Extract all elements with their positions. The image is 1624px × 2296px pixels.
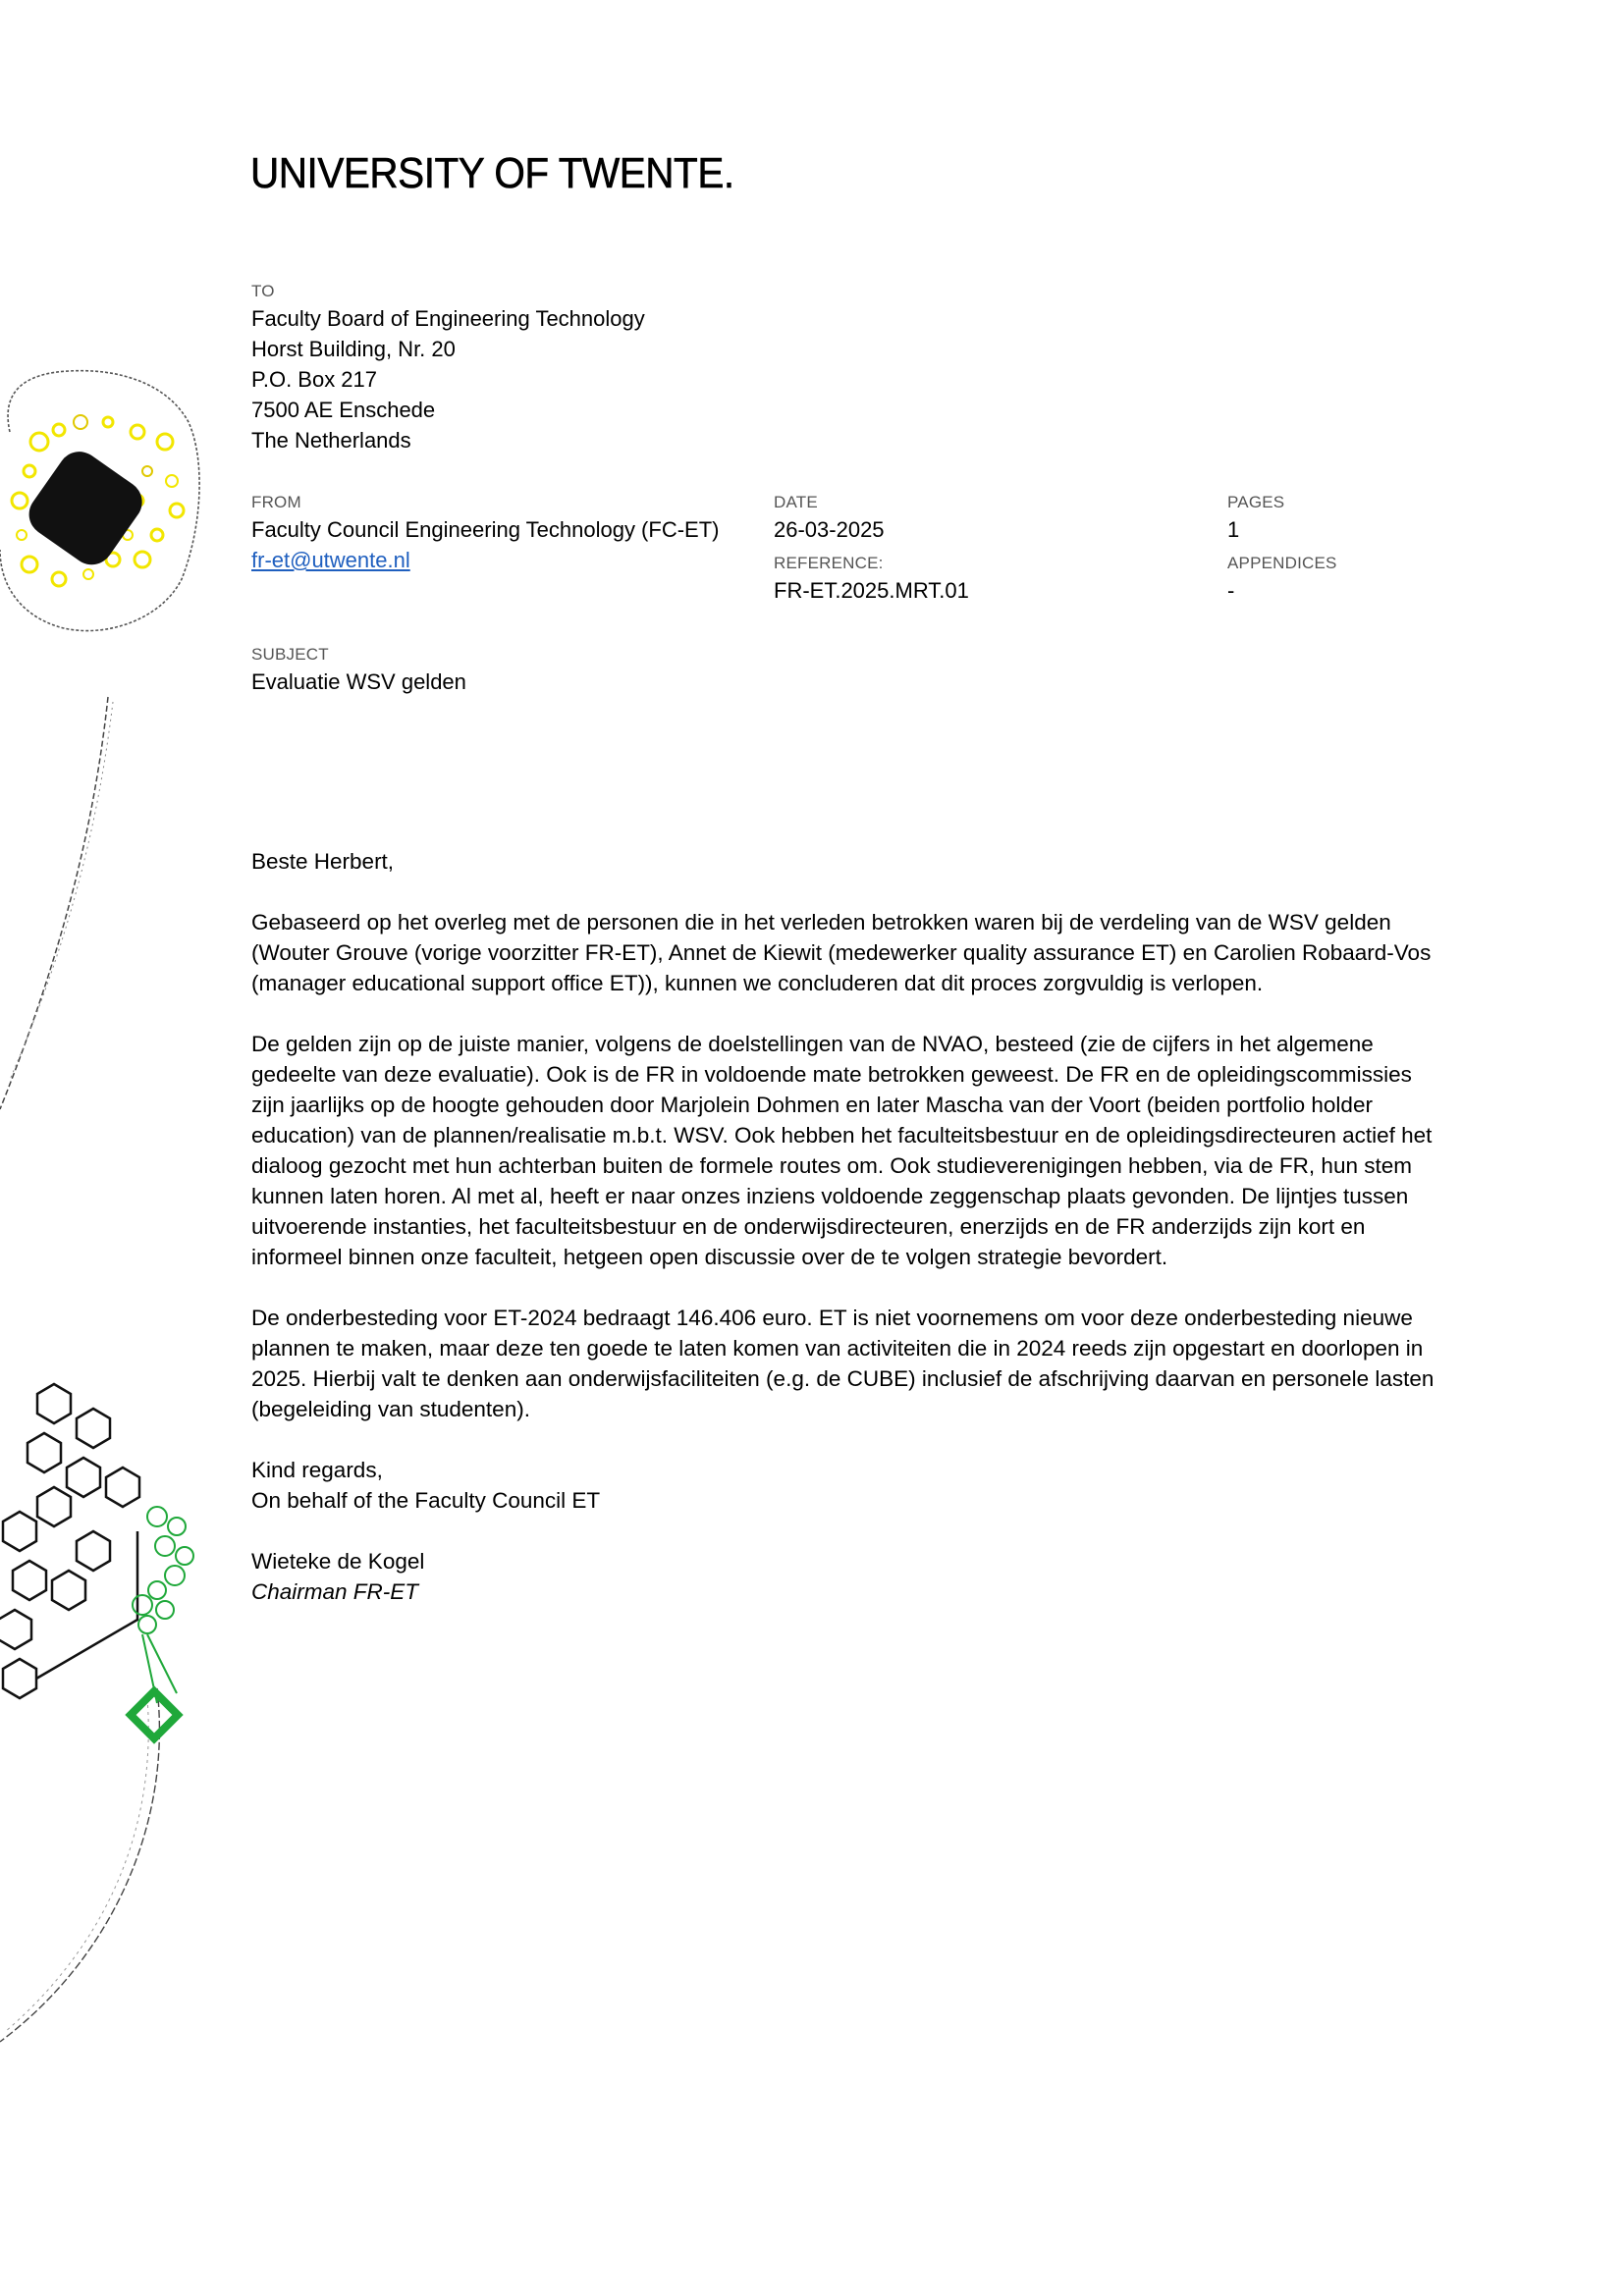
margin-decoration [0,0,236,2296]
appendices-value: - [1227,578,1235,603]
signatory-name: Wieteke de Kogel [251,1549,425,1574]
reference-value: FR-ET.2025.MRT.01 [774,578,969,603]
letter-body [251,846,1439,1607]
on-behalf-line: On behalf of the Faculty Council ET [251,1488,601,1513]
paragraph: De onderbesteding voor ET-2024 bedraagt 146.406 euro. ET is niet voornemens om voor deze onderbesteding nieuwe plannen te maken, maar deze ten goede te laten komen van activiteiten die in 2024 reeds zijn opgestart en doorlopen in 2025. Hierbij valt te denken aan onderwijsfaciliteiten (e.g. de CUBE) inclusief de afschrijving daarvan en personele lasten (begeleiding van studenten). [251,1306,1435,1421]
subject-value: Evaluatie WSV gelden [251,669,466,694]
salutation: Beste Herbert, [251,849,395,874]
yellow-blob-graphic [0,371,199,631]
paragraph: De gelden zijn op de juiste manier, volgens de doelstellingen van de NVAO, besteed (zie de cijfers in het algemene gedeelte van deze evaluatie). Ook is de FR in voldoende mate betrokken geweest. De FR en de opleidingscommissies zijn jaarlijks op de hoogte gehouden door Marjolein Dohmen en later Mascha van der Voort (beiden portfolio holder education) van de plannen/realisatie m.b.t. WSV. Ook hebben het faculteitsbestuur en de opleidingsdirecteuren actief het dialoog gezocht met hun achterban buiten de formele routes om. Ook studieverenigingen hebben, via de FR, hun stem kunnen laten horen. Al met al, heeft er naar onzes inziens voldoende zeggenschap plaats gevonden. De lijntjes tussen uitvoerende instanties, het faculteitsbestuur en de onderwijsdirecteuren, enerzijds en de FR anderzijds zijn kort en informeel binnen onze faculteit, hetgeen open discussie over de te volgen strategie bevordert. [251,1032,1433,1269]
address-line: Faculty Board of Engineering Technology [251,306,645,331]
appendices-label: APPENDICES [1227,554,1337,572]
hexagon-cluster-graphic [0,1384,139,1698]
address-line: P.O. Box 217 [251,367,378,392]
from-email-link[interactable]: fr-et@utwente.nl [251,548,410,572]
subject-label: SUBJECT [251,645,329,664]
reference-label: REFERENCE: [774,554,884,572]
green-chain-graphic [131,1507,193,1738]
university-logo: UNIVERSITY OF TWENTE. [250,149,734,197]
address-line: Horst Building, Nr. 20 [251,337,456,361]
curve-line [0,697,108,1109]
address-line: The Netherlands [251,428,411,453]
address-line: 7500 AE Enschede [251,398,436,422]
signatory-role: Chairman FR-ET [251,1579,419,1604]
paragraph: Gebaseerd op het overleg met de personen die in het verleden betrokken waren bij de verdeling van de WSV gelden (Wouter Grouve (vorige voorzitter FR-ET), Annet de Kiewit (medewerker quality assurance ET) en Carolien Robaard-Vos (manager educational support office ET)), kunnen we concluderen dat dit proces zorgvuldig is verlopen. [251,910,1432,995]
date-label: DATE [774,493,818,511]
date-value: 26-03-2025 [774,517,885,542]
from-label: FROM [251,493,301,511]
pages-label: PAGES [1227,493,1285,511]
to-label: TO [251,282,275,300]
closing: Kind regards, [251,1458,383,1482]
lower-curve-line [0,1688,159,2042]
pages-value: 1 [1227,517,1240,542]
from-name: Faculty Council Engineering Technology (FC-ET) [251,517,720,542]
to-address [251,303,645,455]
